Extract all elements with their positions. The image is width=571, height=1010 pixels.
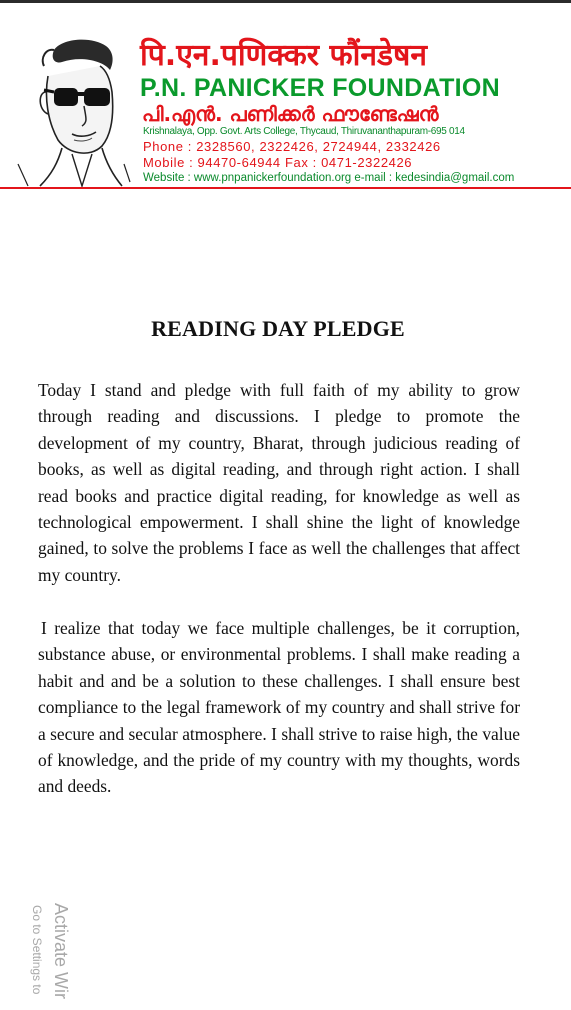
org-website-email: Website : www.pnpanickerfoundation.org e-mail : kedesindia@gmail.com — [143, 172, 515, 184]
org-address: Krishnalaya, Opp. Govt. Arts College, Thycaud, Thiruvananthapuram-695 014 — [143, 126, 465, 137]
org-name-hindi: पि.एन.पणिक्कर फौंनडेषन — [140, 38, 428, 73]
letterhead-divider — [0, 187, 571, 189]
pledge-paragraph-2: I realize that today we face multiple challenges, be it corruption, substance abuse, or environmental problems. I shall make reading a habit and and be a solution to these challenges. I shall ensure best compliance to the legal framework of my country and shall strive for a secure and secular atmosphere. I shall strive to raise high, the value of knowledge, and the pride of my country with my thoughts, words and deeds. — [38, 618, 520, 797]
activation-watermark: Activate Wir — [51, 903, 71, 1000]
letterhead — [0, 30, 571, 190]
document-title: READING DAY PLEDGE — [151, 316, 405, 341]
org-name-malayalam: പി.എൻ. പണിക്കർ ഫൗണ്ടേഷൻ — [142, 102, 439, 126]
org-mobile-fax: Mobile : 94470-64944 Fax : 0471-2322426 — [143, 155, 413, 170]
top-edge-bar — [0, 0, 571, 3]
org-phone: Phone : 2328560, 2322426, 2724944, 2332426 — [143, 139, 441, 154]
founder-portrait — [14, 36, 132, 190]
pledge-paragraph-1: Today I stand and pledge with full faith of my ability to grow through reading and discussions. I pledge to promote the development of my country, Bharat, through judicious reading of books, as well as digital reading, and through right action. I shall read books and practice digital reading, for knowledge as well as technological empowerment. I shall shine the light of knowledge gained, to solve the problems I face as well the challenges that affect my country. — [38, 380, 520, 585]
org-name-english: P.N. PANICKER FOUNDATION — [140, 74, 500, 102]
activation-watermark-subtext: Go to Settings to — [30, 905, 44, 995]
